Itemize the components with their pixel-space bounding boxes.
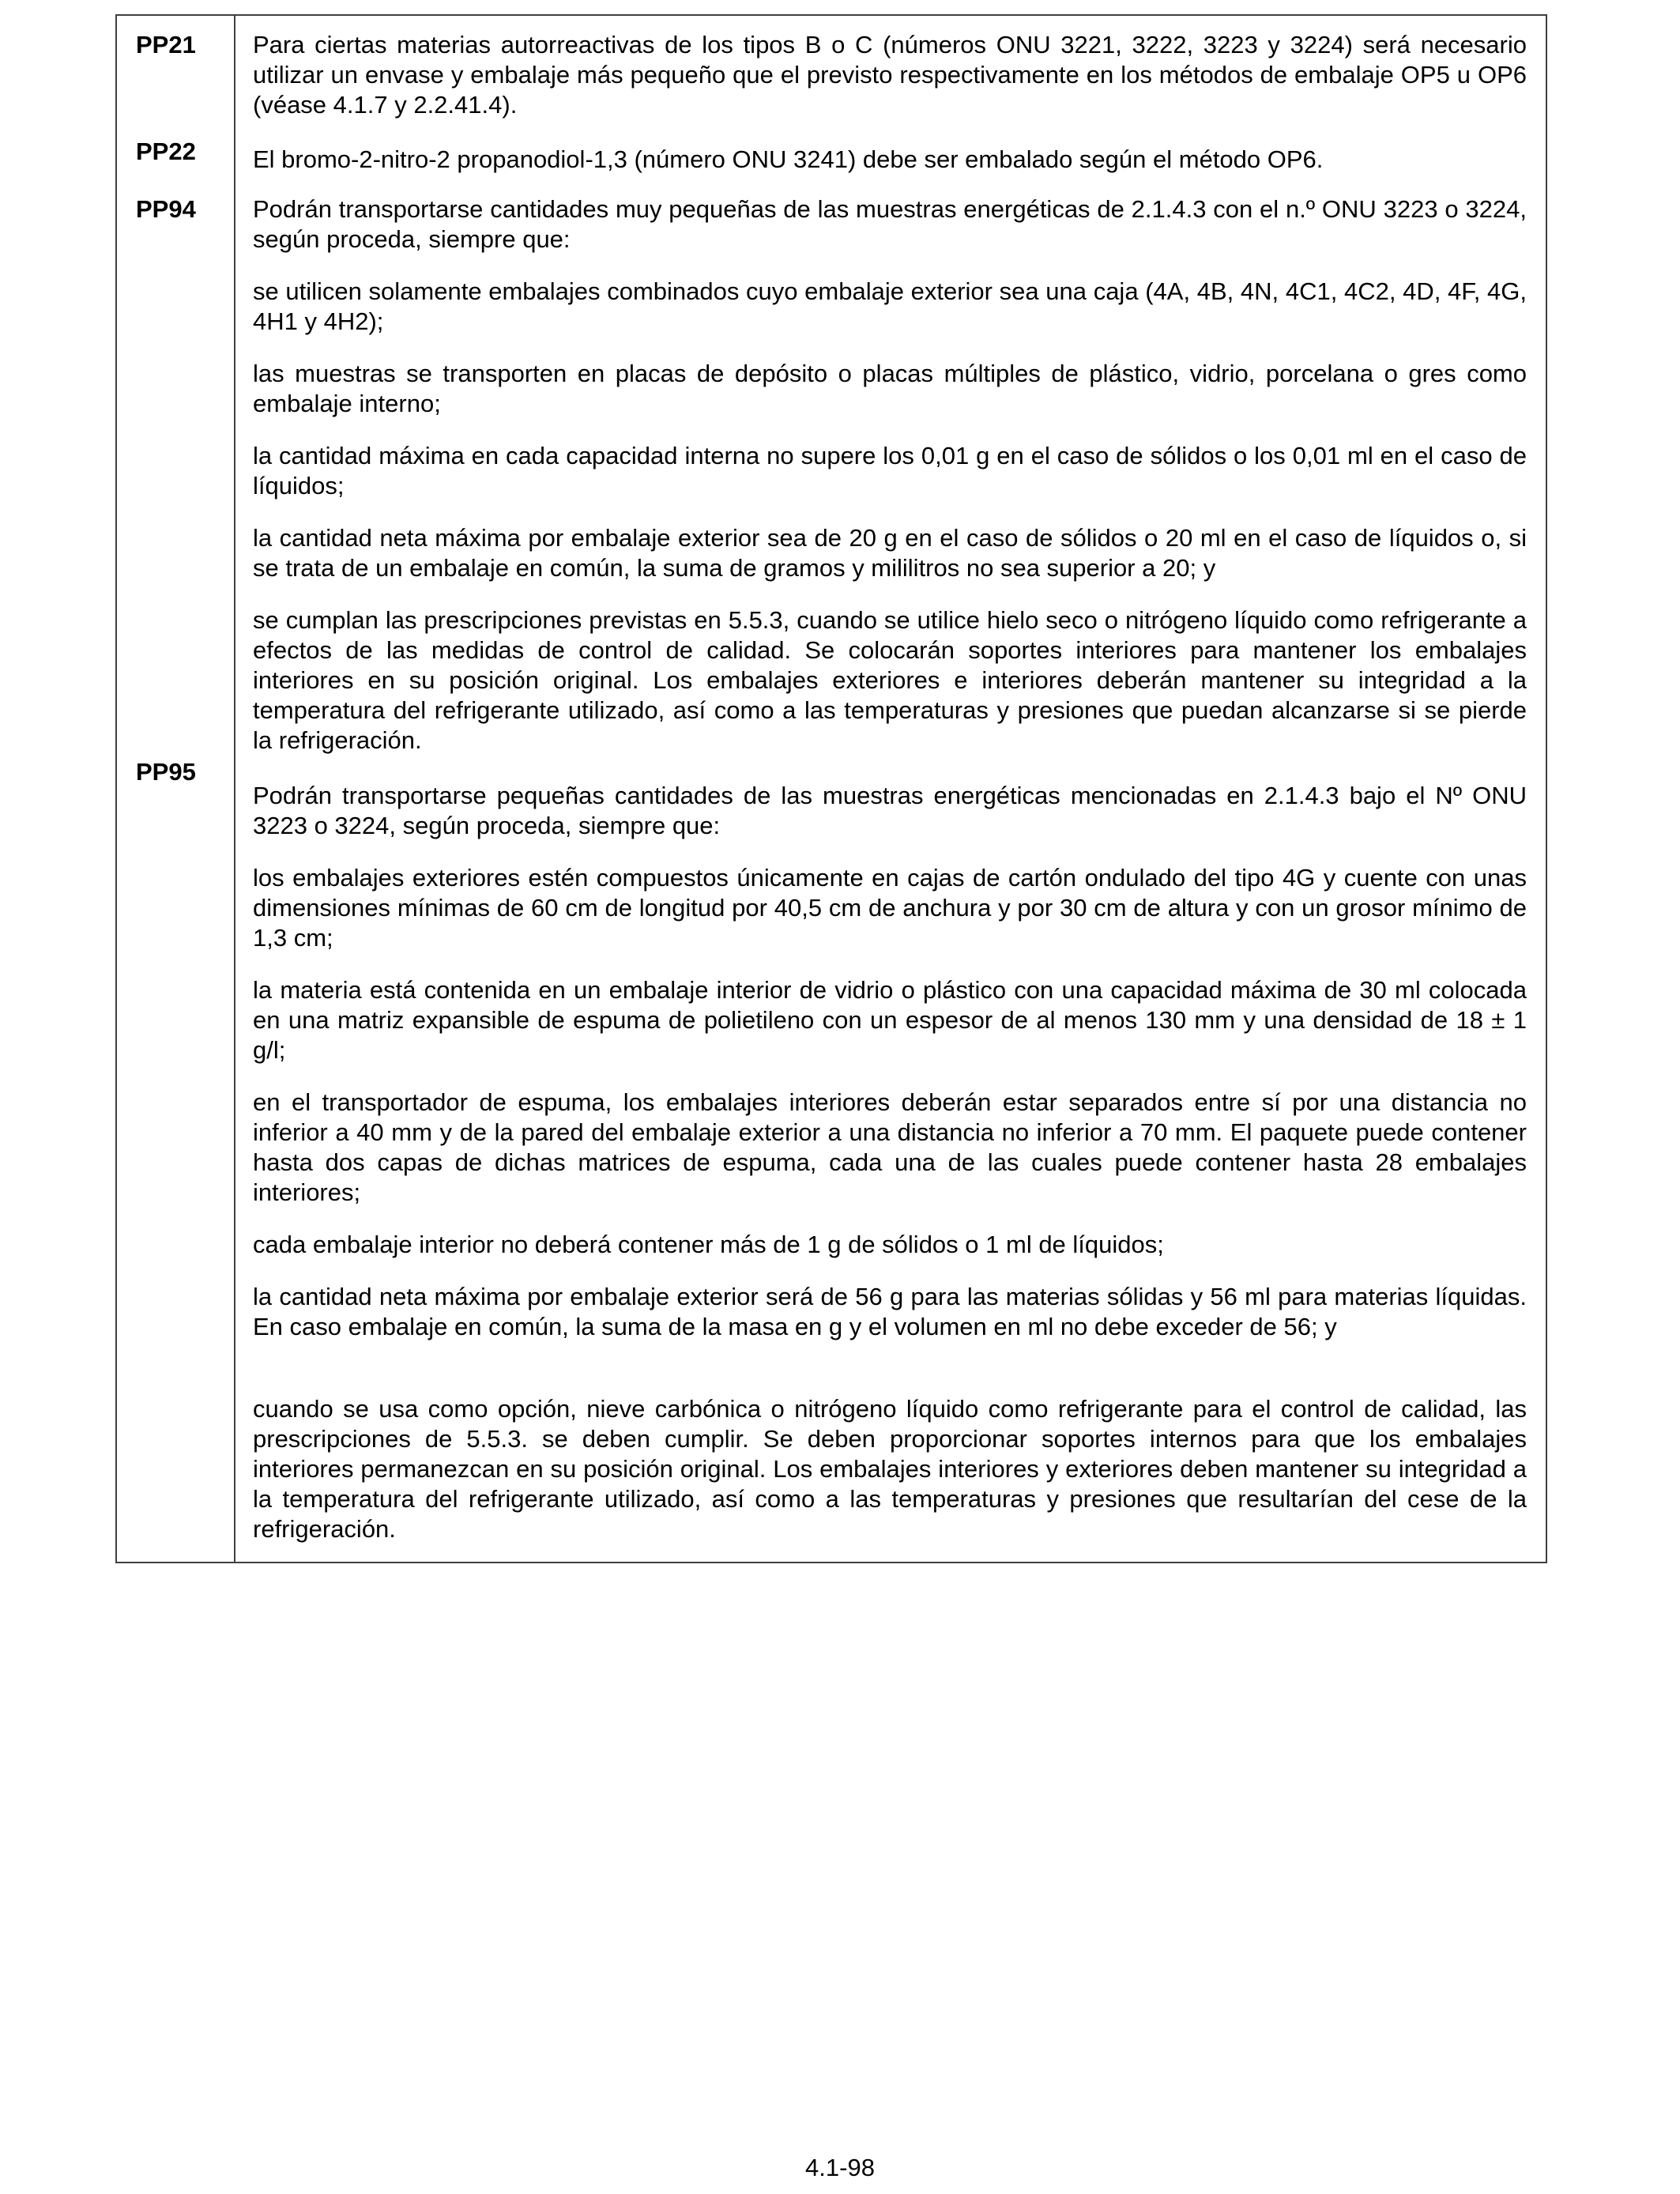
code-pp21: PP21 bbox=[136, 31, 196, 58]
pp94-intro: Podrán transportarse cantidades muy pequeñas de las muestras energéticas de 2.1.4.3 con el n.º ONU 3223 o 3224, según proceda, siempre que: bbox=[253, 195, 1527, 253]
pp95-condition-3: en el transportador de espuma, los embalajes interiores deberán estar separados entre sí por una distancia no inferior a 40 mm y de la pared del embalaje exterior a una distancia no inferior a 70 mm. El paquete puede contener hasta dos capas de dichas matrices de espuma, cada una de las cuales puede contener hasta 28 embalajes interiores; bbox=[253, 1088, 1527, 1206]
pp94-condition-5: se cumplan las prescripciones previstas en 5.5.3, cuando se utilice hielo seco o nitrógeno líquido como refrigerante a efectos de las medidas de control de calidad. Se colocarán soportes interiores para mantener los embalajes interiores en su posición original. Los embalajes exteriores e interiores deberán mantener su integridad a la temperatura del refrigerante utilizado, así como a las temperaturas y presiones que puedan alcanzarse si se pierde la refrigeración. bbox=[253, 606, 1527, 754]
pp95-condition-5: la cantidad neta máxima por embalaje exterior será de 56 g para las materias sólidas y 56 ml para materias líquidas. En caso embalaje en común, la suma de la masa en g y el volumen en ml no debe exceder de 56; y bbox=[253, 1283, 1527, 1340]
column-divider bbox=[234, 16, 235, 1562]
pp94-condition-1: se utilicen solamente embalajes combinados cuyo embalaje exterior sea una caja (4A, 4B, 4N, 4C1, 4C2, 4D, 4F, 4G, 4H1 y 4H2); bbox=[253, 277, 1527, 335]
pp95-condition-1: los embalajes exteriores estén compuestos únicamente en cajas de cartón ondulado del tipo 4G y cuente con unas dimensiones mínimas de 60 cm de longitud por 40,5 cm de anchura y por 30 cm de altura y con un grosor mínimo de 1,3 cm; bbox=[253, 864, 1527, 952]
code-pp95: PP95 bbox=[136, 758, 196, 786]
pp95-condition-4: cada embalaje interior no deberá contener más de 1 g de sólidos o 1 ml de líquidos; bbox=[253, 1231, 1164, 1258]
pp21-text: Para ciertas materias autorreactivas de los tipos B o C (números ONU 3221, 3222, 3223 y 3224) será necesario utilizar un envase y embalaje más pequeño que el previsto respectivamente en los métodos de embalaje OP5 u OP6 (véase 4.1.7 y 2.2.41.4). bbox=[253, 31, 1527, 119]
pp95-intro: Podrán transportarse pequeñas cantidades de las muestras energéticas mencionadas en 2.1.4.3 bajo el Nº ONU 3223 o 3224, según proceda, siempre que: bbox=[253, 782, 1527, 839]
pp94-condition-3: la cantidad máxima en cada capacidad interna no supere los 0,01 g en el caso de sólidos o los 0,01 ml en el caso de líquidos; bbox=[253, 442, 1527, 499]
pp22-text: El bromo-2-nitro-2 propanodiol-1,3 (número ONU 3241) debe ser embalado según el método OP6. bbox=[253, 145, 1324, 173]
code-pp94: PP94 bbox=[136, 195, 196, 223]
pp94-condition-4: la cantidad neta máxima por embalaje exterior sea de 20 g en el caso de sólidos o 20 ml en el caso de líquidos o, si se trata de un embalaje en común, la suma de gramos y mililitros no sea superior a 20; y bbox=[253, 524, 1527, 582]
pp95-condition-6: cuando se usa como opción, nieve carbónica o nitrógeno líquido como refrigerante para el control de calidad, las prescripciones de 5.5.3. se deben cumplir. Se deben proporcionar soportes internos para que los embalajes interiores permanezcan en su posición original. Los embalajes interiores y exteriores deben mantener su integridad a la temperatura del refrigerante utilizado, así como a las temperaturas y presiones que resultarían del cese de la refrigeración. bbox=[253, 1395, 1527, 1543]
pp94-condition-2: las muestras se transporten en placas de depósito o placas múltiples de plástico, vidrio, porcelana o gres como embalaje interno; bbox=[253, 360, 1527, 417]
code-pp22: PP22 bbox=[136, 138, 196, 165]
provisions-table bbox=[115, 14, 1547, 1563]
pp95-condition-2: la materia está contenida en un embalaje interior de vidrio o plástico con una capacidad máxima de 30 ml colocada en una matriz expansible de espuma de polietileno con un espesor de al menos 130 mm y una densidad de 18 ± 1 g/l; bbox=[253, 976, 1527, 1064]
page-number: 4.1-98 bbox=[805, 2154, 875, 2181]
